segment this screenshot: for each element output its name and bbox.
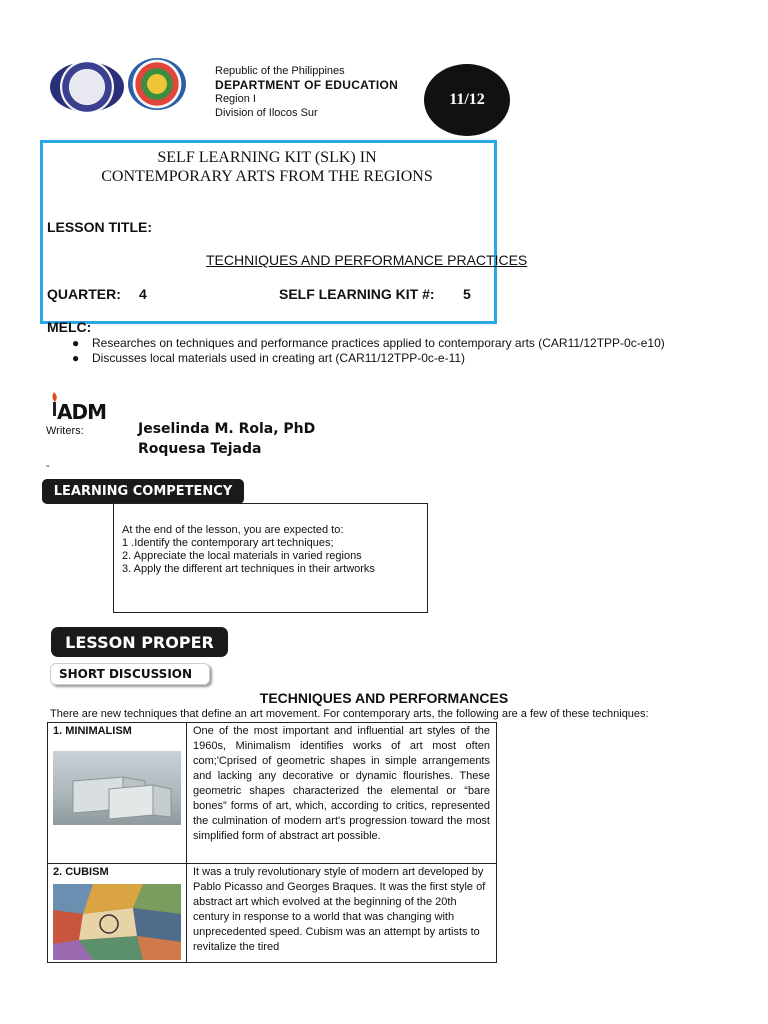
melc-item bbox=[72, 351, 465, 365]
technique-description: One of the most important and influential art styles of the 1960s, Minimalism identifies works of art most often com;'Cprised of geometric shapes in simple arrangements and lacking any decorative or dynamic flourishes. These geometric shapes characterized the elemental or “bare bones” forms of art, which, according to critics, represented the culmination of modern art's progression toward the most simplified form of abstract art possible. bbox=[187, 723, 497, 864]
writer-name: Jeselinda M. Rola, PhD bbox=[138, 421, 316, 437]
competency-item: 3. Apply the different art techniques in their artworks bbox=[122, 563, 375, 575]
competency-item: 1 .Identify the contemporary art techniques; bbox=[122, 537, 334, 549]
kit-title-line1: SELF LEARNING KIT (SLK) IN bbox=[157, 149, 377, 166]
competency-intro: At the end of the lesson, you are expected to: bbox=[122, 524, 344, 536]
techniques-table bbox=[47, 722, 497, 963]
kit-title bbox=[40, 148, 494, 186]
kit-title-line2: CONTEMPORARY ARTS FROM THE REGIONS bbox=[101, 168, 433, 185]
lesson-proper-heading: LESSON PROPER bbox=[51, 627, 228, 657]
bullet-icon: ● bbox=[72, 336, 80, 350]
table-row bbox=[48, 723, 497, 864]
competency-item: 2. Appreciate the local materials in varied regions bbox=[122, 550, 362, 562]
bullet-icon: ● bbox=[72, 351, 80, 365]
writers-label: Writers: bbox=[46, 425, 84, 437]
republic-text: Republic of the Philippines bbox=[215, 65, 345, 77]
cubism-image bbox=[53, 884, 181, 960]
technique-name: 2. CUBISM bbox=[53, 866, 109, 878]
kit-number-value: 5 bbox=[463, 286, 471, 302]
adm-logo-text: ADM bbox=[57, 400, 106, 424]
department-text: DEPARTMENT OF EDUCATION bbox=[215, 78, 399, 92]
learning-competency-heading: LEARNING COMPETENCY bbox=[42, 479, 244, 504]
deped-seal-icon bbox=[50, 62, 124, 112]
division-seal-icon bbox=[128, 58, 186, 110]
writer-name: Roquesa Tejada bbox=[138, 441, 262, 457]
technique-name: 1. MINIMALISM bbox=[53, 725, 132, 737]
melc-item-text: Researches on techniques and performance practices applied to contemporary arts (CAR11/12TPP-0c-e10) bbox=[92, 336, 665, 350]
quarter-value: 4 bbox=[139, 286, 147, 302]
melc-item-text: Discusses local materials used in creating art (CAR11/12TPP-0c-e-11) bbox=[92, 351, 466, 365]
melc-label: MELC: bbox=[47, 319, 92, 335]
agency-header bbox=[215, 64, 398, 120]
section-intro: There are new techniques that define an art movement. For contemporary arts, the following are a few of these techniques: bbox=[50, 708, 649, 720]
grade-badge: 11/12 bbox=[424, 64, 510, 136]
section-title: TECHNIQUES AND PERFORMANCES bbox=[259, 690, 509, 706]
technique-description: It was a truly revolutionary style of modern art developed by Pablo Picasso and Georges Braques. It was the first style of abstract art which evolved at the beginning of the 20th century in response to a world that was changing with unprecedented speed. Cubism was an attempt by artists to revitalize the tired bbox=[187, 864, 497, 963]
melc-item bbox=[72, 336, 665, 350]
lesson-title: TECHNIQUES AND PERFORMANCE PRACTICES bbox=[206, 252, 528, 268]
division-text: Division of Ilocos Sur bbox=[215, 107, 318, 119]
technique-cell bbox=[48, 864, 187, 963]
quarter-label: QUARTER: bbox=[47, 286, 121, 302]
short-discussion-heading: SHORT DISCUSSION bbox=[50, 663, 210, 685]
region-text: Region I bbox=[215, 93, 256, 105]
technique-cell bbox=[48, 723, 187, 864]
competency-box bbox=[113, 503, 428, 613]
table-row bbox=[48, 864, 497, 963]
adm-logo bbox=[47, 390, 109, 426]
kit-number-label: SELF LEARNING KIT #: bbox=[279, 286, 435, 302]
minimalism-image bbox=[53, 751, 181, 825]
lesson-title-label: LESSON TITLE: bbox=[47, 219, 152, 235]
dash-mark: - bbox=[46, 460, 50, 472]
